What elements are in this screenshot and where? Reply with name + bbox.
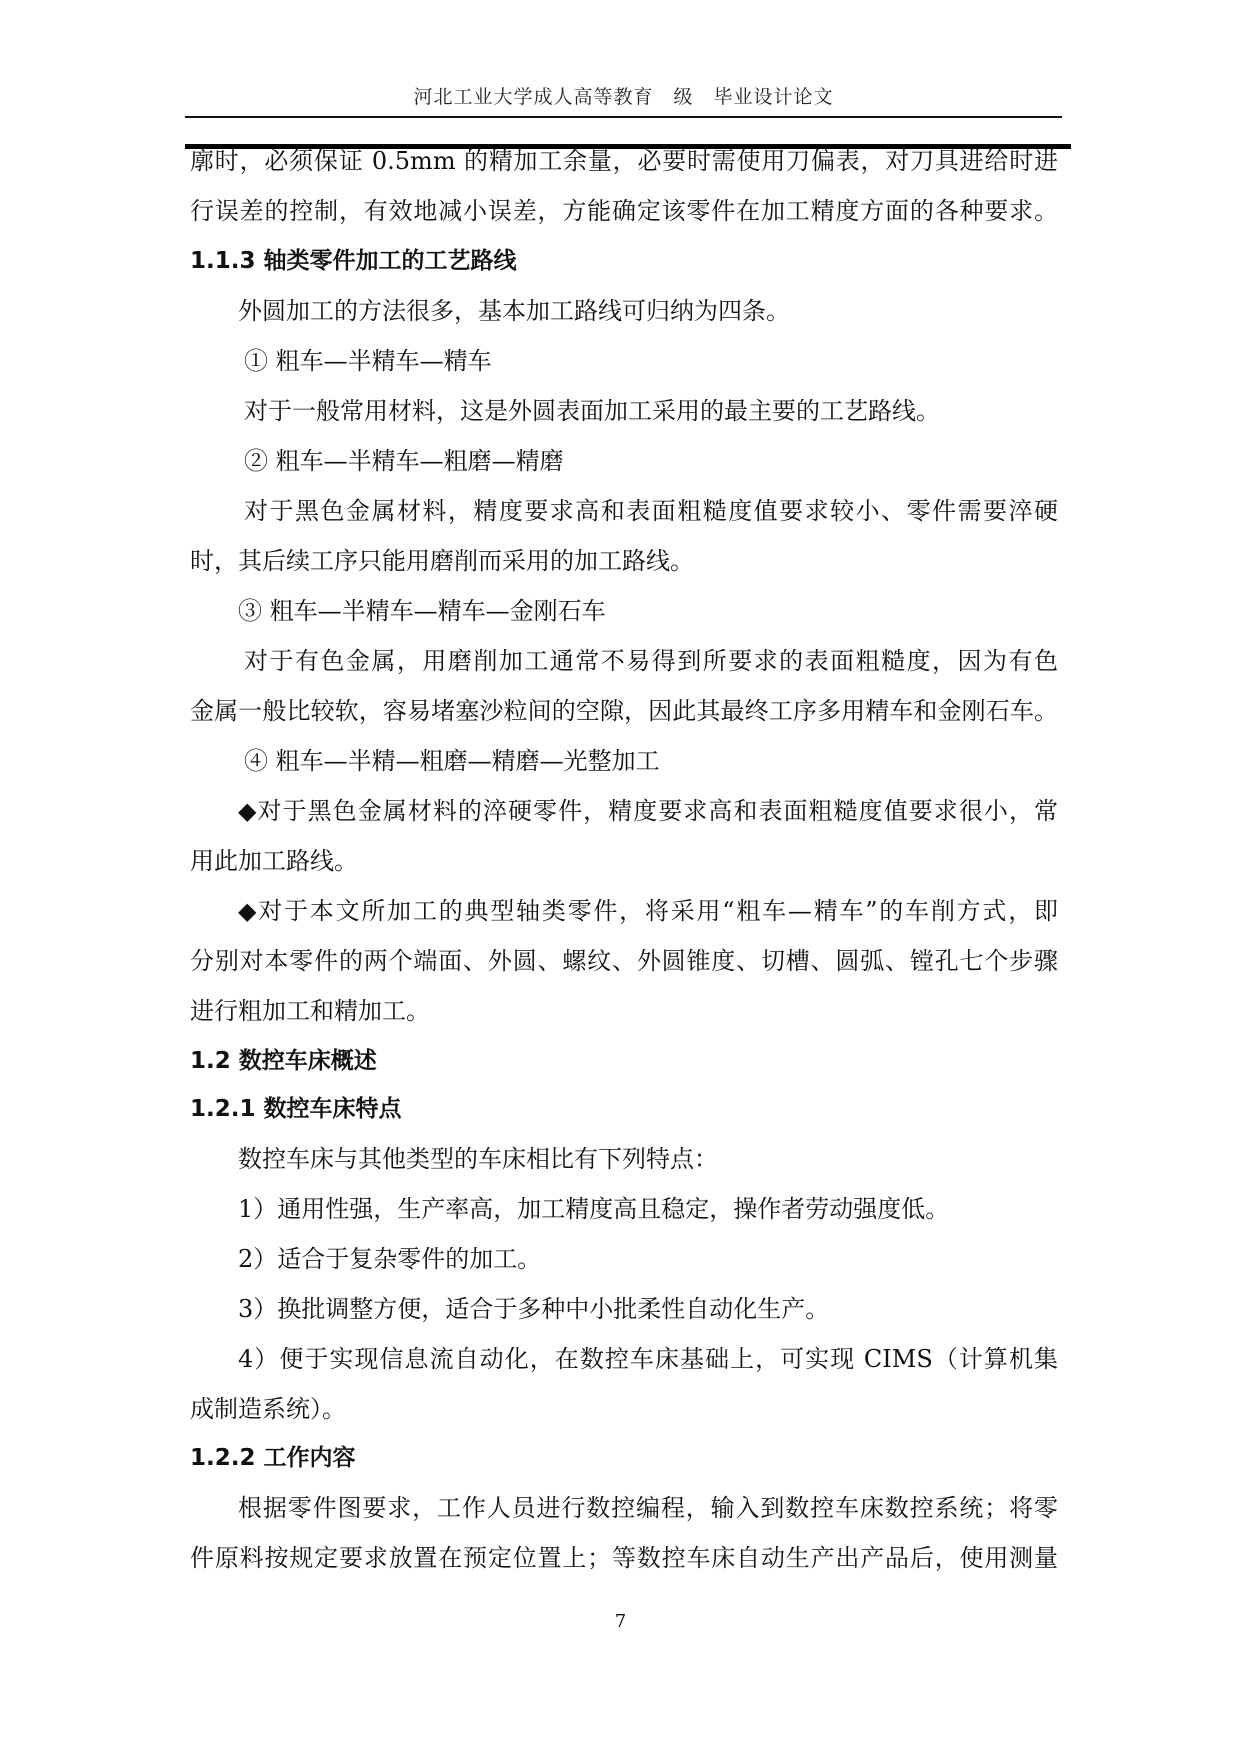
section-heading-1-2-1: 1.2.1 数控车床特点 bbox=[190, 1096, 402, 1122]
paragraph-line: 件原料按规定要求放置在预定位置上；等数控车床自动生产出产品后，使用测量 bbox=[190, 1544, 1058, 1572]
route-item-3: ③ 粗车—半精车—精车—金刚石车 bbox=[238, 597, 606, 625]
paragraph-line: 分别对本零件的两个端面、外圆、螺纹、外圆锥度、切槽、圆弧、镗孔七个步骤 bbox=[190, 947, 1058, 975]
list-item-4: 4）便于实现信息流自动化，在数控车床基础上，可实现 CIMS（计算机集 bbox=[238, 1345, 1058, 1373]
list-item-3: 3）换批调整方便，适合于多种中小批柔性自动化生产。 bbox=[238, 1295, 830, 1323]
paragraph-line: 金属一般比较软，容易堵塞沙粒间的空隙，因此其最终工序多用精车和金刚石车。 bbox=[190, 697, 1058, 725]
header-rule-thin bbox=[185, 116, 1062, 118]
list-item-1: 1）通用性强，生产率高，加工精度高且稳定，操作者劳动强度低。 bbox=[238, 1195, 950, 1223]
section-heading-1-2-2: 1.2.2 工作内容 bbox=[190, 1445, 356, 1471]
page-header: 河北工业大学成人高等教育 级 毕业设计论文 bbox=[413, 86, 834, 108]
paragraph-line: 时，其后续工序只能用磨削而采用的加工路线。 bbox=[190, 547, 694, 575]
paragraph-line: 对于一般常用材料，这是外圆表面加工采用的最主要的工艺路线。 bbox=[244, 397, 940, 425]
paragraph-line: 廓时，必须保证 0.5mm 的精加工余量，必要时需使用刀偏表，对刀具进给时进 bbox=[190, 147, 1058, 175]
paragraph-line: 成制造系统）。 bbox=[190, 1395, 346, 1423]
paragraph-line: 用此加工路线。 bbox=[190, 847, 358, 875]
section-heading-1-2: 1.2 数控车床概述 bbox=[190, 1048, 377, 1074]
paragraph-line: 对于有色金属，用磨削加工通常不易得到所要求的表面粗糙度，因为有色 bbox=[244, 647, 1058, 675]
paragraph-line: 外圆加工的方法很多，基本加工路线可归纳为四条。 bbox=[238, 297, 790, 325]
route-item-4: ④ 粗车—半精—粗磨—精磨—光整加工 bbox=[244, 747, 660, 775]
paragraph-line: 行误差的控制，有效地减小误差，方能确定该零件在加工精度方面的各种要求。 bbox=[190, 197, 1058, 225]
section-heading-1-1-3: 1.1.3 轴类零件加工的工艺路线 bbox=[190, 248, 517, 274]
paragraph-line: 数控车床与其他类型的车床相比有下列特点： bbox=[238, 1145, 718, 1173]
bullet-line: ◆对于黑色金属材料的淬硬零件，精度要求高和表面粗糙度值要求很小，常 bbox=[238, 797, 1058, 825]
paragraph-line: 对于黑色金属材料，精度要求高和表面粗糙度值要求较小、零件需要淬硬 bbox=[244, 497, 1058, 525]
route-item-2: ② 粗车—半精车—粗磨—精磨 bbox=[244, 447, 564, 475]
paragraph-line: 根据零件图要求，工作人员进行数控编程，输入到数控车床数控系统；将零 bbox=[238, 1494, 1058, 1522]
paragraph-line: 进行粗加工和精加工。 bbox=[190, 997, 430, 1025]
route-item-1: ① 粗车—半精车—精车 bbox=[244, 347, 492, 375]
list-item-2: 2）适合于复杂零件的加工。 bbox=[238, 1245, 542, 1273]
bullet-line: ◆对于本文所加工的典型轴类零件，将采用“粗车—精车”的车削方式，即 bbox=[238, 897, 1058, 925]
page-number: 7 bbox=[614, 1611, 627, 1632]
